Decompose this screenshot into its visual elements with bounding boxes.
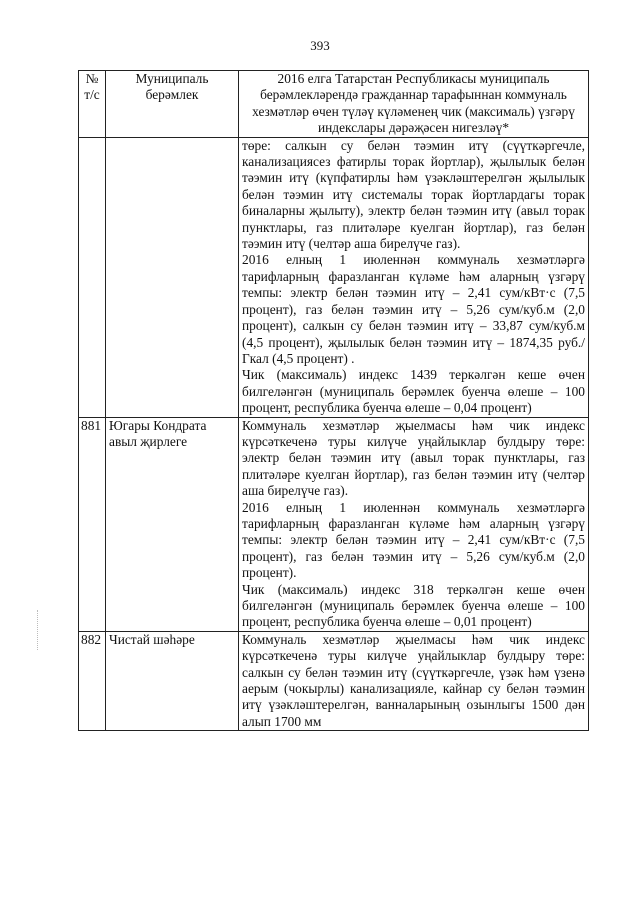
row-number (79, 137, 106, 417)
municipal-index-table (78, 70, 589, 731)
page-number: 393 (310, 38, 330, 53)
header-number: № т/с (79, 71, 106, 138)
description-paragraph: Коммуналь хезмәтләр җыелмасы һәм чик индекс күрсәткеченә туры килүче уңайлыклар булдыру төре: электр белән тәэмин итү (авыл торак пунктлары, газ плитәләре куелган йортлар), газ белән тәэмин итү (челтәр аша бирелүче газ). (242, 417, 585, 499)
table-row (79, 417, 589, 631)
row-municipality: Чистай шәһәре (106, 631, 239, 730)
row-number: 882 (79, 631, 106, 730)
row-municipality (106, 137, 239, 417)
scan-artifact (37, 610, 44, 650)
table-row (79, 631, 589, 730)
row-description (239, 137, 589, 417)
description-paragraph: 2016 елның 1 июленнән коммуналь хезмәтләргә тарифларның фаразланган күләме һәм аларның үзгәрү темпы: электр белән тәэмин итү – 2,41 сум/кВт·с (7,5 процент), газ белән тәэмин итү – 5,26 сум/куб.м (2,0 процент), салкын су белән тәэмин итү – 33,87 сум/куб.м (4,5 процент), җылылык белән тәэмин итү – 1874,35 руб./Гкал (4,5 процент) . (242, 252, 585, 366)
description-paragraph: Коммуналь хезмәтләр җыелмасы һәм чик индекс күрсәткеченә туры килүче уңайлыклар булдыру төре: салкын су белән тәэмин итү (сүүткәргечле, үзәк һәм үзенә аерым (чокырлы) канализацияле, кайнар су белән тәэмин итү үзәкләштерелгән, ванналарының озынлыгы 1500 дән алып 1700 мм (242, 631, 585, 729)
row-municipality: Югары Кондрата авыл җирлеге (106, 417, 239, 631)
description-paragraph: 2016 елның 1 июленнән коммуналь хезмәтләргә тарифларның фаразланган күләме һәм аларның үзгәрү темпы: электр белән тәэмин итү – 2,41 сум/кВт·с (7,5 процент), газ белән тәэмин итү – 5,26 сум/куб.м (2,0 процент). (242, 499, 585, 581)
row-description (239, 417, 589, 631)
row-number: 881 (79, 417, 106, 631)
header-municipality: Муниципаль берәмлек (106, 71, 239, 138)
description-paragraph: төре: салкын су белән тәэмин итү (сүүткәргечле, канализациясез фатирлы торак йортлар), җылылык белән тәэмин итү (күпфатирлы һәм үзәкләштерелгән җылылык белән тәэмин итү системалы торак йортлардагы торак биналарны җылыту), электр белән тәэмин итү (авыл торак пунктлары, газ плитәләре куелган йортлар), газ белән тәэмин итү (челтәр аша бирелүче газ). (242, 137, 585, 252)
row-description (239, 631, 589, 730)
description-paragraph: Чик (максималь) индекс 318 теркәлгән кеше өчен билгеләнгән (муниципаль берәмлек буенча өлеше – 100 процент, республика буенча өлеше – 0,01 процент) (242, 581, 585, 630)
description-paragraph: Чик (максималь) индекс 1439 теркәлгән кеше өчен билгеләнгән (муниципаль берәмлек буенча өлеше – 100 процент, республика буенча өлеше – 0,04 процент) (242, 367, 585, 416)
table-row (79, 137, 589, 417)
table-header-row (79, 71, 589, 138)
header-description: 2016 елга Татарстан Республикасы муниципаль берәмлекләрендә гражданнар тарафыннан коммуналь хезмәтләр өчен түләү күләменең чик (максималь) үзгәрү индекслары дәрәҗәсен нигезләү* (239, 71, 589, 138)
